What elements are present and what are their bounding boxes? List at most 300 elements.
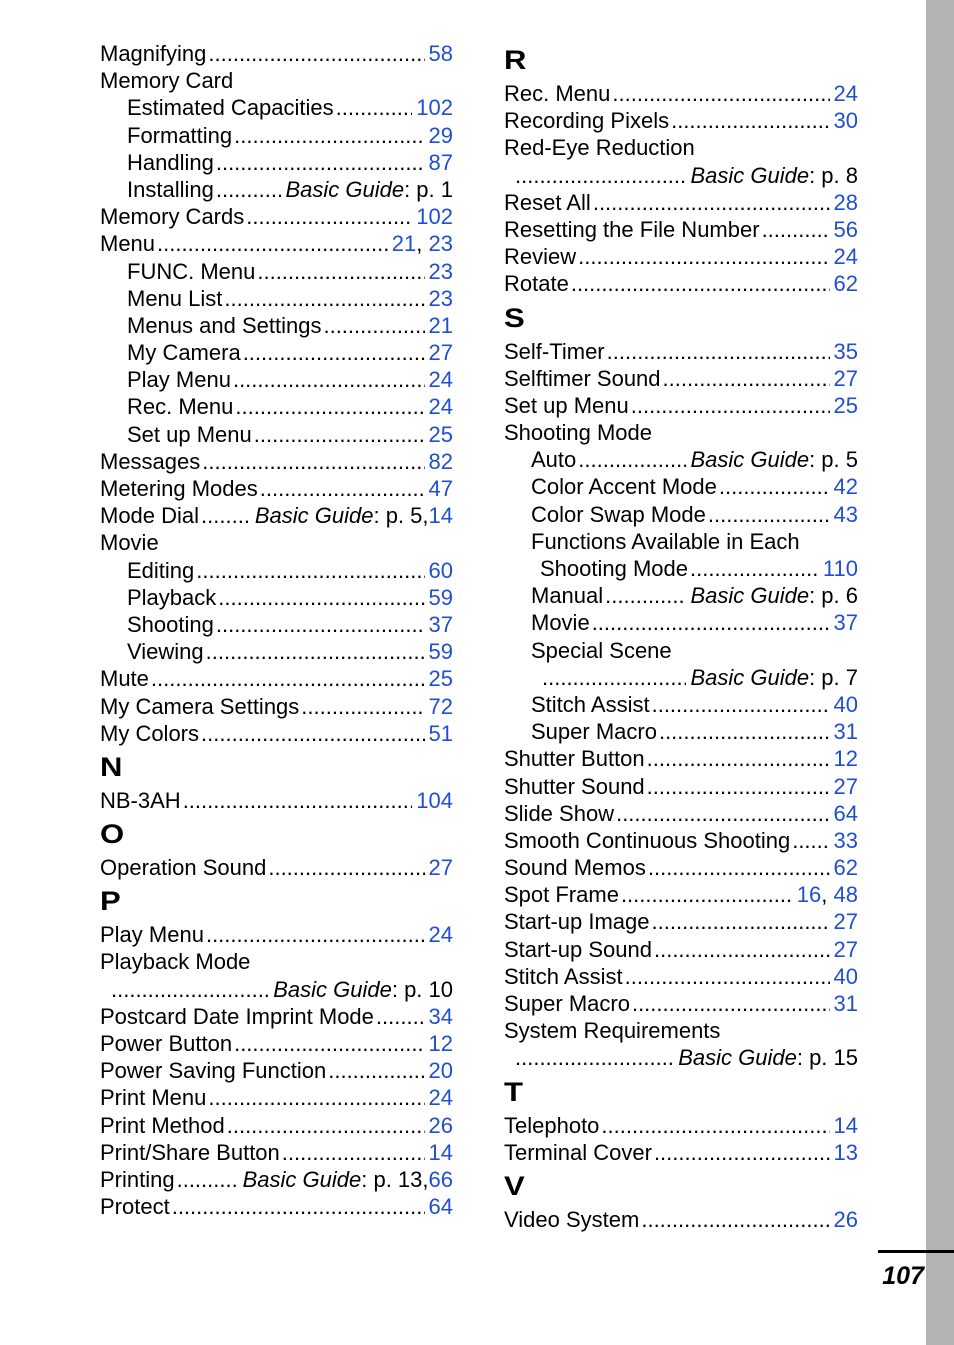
index-entry — [504, 392, 858, 419]
index-entry — [100, 94, 453, 121]
page-refs — [429, 1003, 453, 1030]
index-entry — [504, 773, 858, 800]
page-refs — [392, 230, 453, 257]
leader-dots — [792, 827, 829, 854]
page-link[interactable]: 12 — [428, 1031, 453, 1056]
section-letter — [504, 298, 858, 338]
leader-dots — [201, 502, 251, 529]
section-letter — [504, 1166, 858, 1206]
page-refs — [834, 1139, 858, 1166]
guide-reference: Basic Guide — [690, 447, 810, 473]
page-refs — [429, 448, 453, 475]
entry-term: Stitch Assist — [531, 691, 650, 717]
leader-dots — [196, 557, 424, 584]
index-entry — [100, 1166, 453, 1193]
page-link[interactable]: 60 — [428, 557, 453, 583]
page-link[interactable]: 13 — [833, 1139, 858, 1165]
leader-dots — [233, 366, 425, 393]
index-entry — [504, 134, 858, 161]
entry-term: Mode Dial — [100, 503, 200, 529]
index-entry — [504, 365, 858, 392]
entry-term: Color Accent Mode — [531, 474, 717, 500]
leader-dots — [336, 94, 413, 121]
index-entry — [100, 948, 453, 975]
index-entry — [100, 176, 453, 203]
entry-term: Playback — [127, 584, 217, 610]
page-link[interactable]: 62 — [833, 855, 858, 881]
index-entry — [504, 800, 858, 827]
index-entry — [504, 881, 858, 908]
index-entry — [100, 1139, 453, 1166]
guide-page: : p. 5, — [373, 503, 429, 529]
page-refs — [429, 611, 453, 638]
leader-dots — [111, 976, 269, 1003]
leader-dots — [641, 1206, 829, 1233]
index-column-right — [504, 40, 858, 1233]
page-refs — [834, 501, 858, 528]
page-refs — [834, 338, 858, 365]
index-entry — [504, 963, 858, 990]
index-entry — [100, 557, 453, 584]
entry-term: Color Swap Mode — [531, 501, 706, 527]
entry-term: Terminal Cover — [504, 1139, 652, 1165]
leader-dots — [719, 473, 830, 500]
page-refs — [429, 366, 453, 393]
entry-term: My Camera Settings — [100, 693, 300, 719]
leader-dots — [216, 176, 282, 203]
page-link[interactable]: 64 — [428, 1194, 453, 1220]
page-link[interactable]: 59 — [428, 584, 453, 610]
section-letter-text: T — [504, 1076, 523, 1107]
leader-dots — [625, 963, 830, 990]
index-entry — [100, 638, 453, 665]
index-entry — [504, 270, 858, 297]
leader-dots — [515, 1044, 674, 1071]
entry-term: Viewing — [127, 639, 204, 665]
leader-dots — [234, 122, 424, 149]
leader-dots — [260, 475, 425, 502]
entry-term: Metering Modes — [100, 476, 258, 501]
page-link[interactable]: 110 — [822, 556, 858, 581]
page-number-rule — [878, 1250, 954, 1253]
leader-dots — [208, 40, 424, 67]
leader-dots — [216, 611, 425, 638]
page-link[interactable]: 56 — [833, 216, 858, 242]
entry-term: NB-3AH — [100, 787, 181, 813]
page-refs — [429, 921, 453, 948]
page-refs — [834, 243, 858, 270]
section-letter-text: O — [100, 819, 125, 850]
entry-term: Formatting — [127, 122, 233, 148]
index-entry — [100, 312, 453, 339]
page-link[interactable]: 59 — [428, 639, 453, 665]
index-entry — [100, 230, 453, 257]
entry-term: Menu — [100, 231, 156, 257]
leader-dots — [659, 718, 830, 745]
entry-term: Playback Mode — [100, 949, 251, 975]
entry-term: Estimated Capacities — [127, 95, 334, 121]
page-refs — [834, 827, 858, 854]
index-entry — [100, 1193, 453, 1220]
index-entry — [100, 1030, 453, 1057]
page-link[interactable]: 43 — [833, 501, 858, 527]
entry-term: Recording Pixels — [504, 108, 670, 134]
entry-term: Smooth Continuous Shooting — [504, 827, 791, 853]
index-entry — [100, 854, 453, 881]
page-link[interactable]: 33 — [833, 827, 858, 853]
page-link[interactable]: 23 — [428, 231, 453, 257]
page-link[interactable]: 31 — [833, 719, 858, 745]
entry-term: Protect — [100, 1194, 170, 1220]
page-link[interactable]: 14 — [428, 503, 453, 529]
index-entry — [100, 393, 453, 420]
entry-term: Rec. Menu — [504, 81, 611, 106]
index-entry — [504, 609, 858, 636]
entry-term: Telephoto — [504, 1112, 600, 1138]
page-link[interactable]: 66 — [428, 1166, 453, 1192]
entry-term: Movie — [100, 530, 159, 556]
page-link[interactable]: 27 — [833, 909, 858, 935]
index-entry — [100, 1003, 453, 1030]
index-entry — [100, 258, 453, 285]
index-entry — [504, 908, 858, 935]
page-refs — [834, 718, 858, 745]
entry-term: Memory Card — [100, 68, 234, 94]
page-refs — [429, 1112, 453, 1139]
entry-term: Postcard Date Imprint Mode — [100, 1003, 374, 1029]
entry-term: Shutter Button — [504, 746, 645, 772]
index-entry — [100, 584, 453, 611]
page-link[interactable]: 87 — [428, 149, 453, 175]
page-refs — [834, 80, 858, 107]
page-link[interactable]: 23 — [428, 258, 453, 284]
page-link[interactable]: 51 — [428, 720, 453, 746]
leader-dots — [601, 1112, 829, 1139]
index-entry — [504, 1112, 858, 1139]
page-refs — [834, 936, 858, 963]
page-link[interactable]: 104 — [416, 787, 453, 813]
leader-dots — [376, 1003, 425, 1030]
index-entry — [100, 976, 453, 1003]
page-link[interactable]: 27 — [428, 855, 453, 881]
index-entry — [100, 40, 453, 67]
entry-term: Shooting Mode — [540, 556, 688, 581]
index-entry — [100, 1112, 453, 1139]
page-link[interactable]: 26 — [428, 1112, 453, 1138]
page-refs — [834, 270, 858, 297]
leader-dots — [652, 908, 830, 935]
page-refs — [834, 609, 858, 636]
page-link[interactable]: 25 — [428, 666, 453, 692]
leader-dots — [542, 664, 686, 691]
index-entry — [504, 1139, 858, 1166]
entry-term: Resetting the File Number — [504, 216, 760, 242]
entry-term: Play Menu — [100, 922, 204, 948]
guide-page: : p. 8 — [809, 162, 858, 188]
entry-term: Menus and Settings — [127, 312, 322, 338]
index-entry — [100, 448, 453, 475]
entry-term: Selftimer Sound — [504, 365, 661, 391]
leader-dots — [172, 1193, 425, 1220]
page-link[interactable]: 40 — [833, 691, 858, 717]
page-link[interactable]: 16 — [796, 882, 822, 908]
section-letter-text: V — [504, 1170, 525, 1201]
entry-term: Print Method — [100, 1112, 225, 1138]
page-link[interactable]: 35 — [833, 338, 858, 364]
index-entry — [100, 1084, 453, 1111]
page-link[interactable]: 24 — [428, 922, 453, 948]
page-link[interactable]: 26 — [833, 1206, 858, 1232]
entry-term: Installing — [127, 176, 214, 202]
leader-dots — [243, 339, 425, 366]
page-link[interactable]: 58 — [428, 41, 453, 66]
guide-reference: Basic Guide — [254, 503, 374, 529]
entry-term: Magnifying — [100, 41, 207, 66]
index-entry — [100, 122, 453, 149]
leader-dots — [616, 800, 829, 827]
entry-term: Super Macro — [504, 991, 630, 1016]
entry-term: Start-up Sound — [504, 936, 652, 962]
guide-page: : p. 1 — [404, 176, 453, 202]
leader-dots — [607, 338, 830, 365]
index-entry — [504, 473, 858, 500]
leader-dots — [647, 773, 830, 800]
index-entry — [504, 990, 858, 1017]
page-link[interactable]: 42 — [833, 474, 858, 500]
page-link[interactable]: 82 — [428, 448, 453, 474]
index-entry — [504, 107, 858, 134]
page-refs — [429, 502, 453, 529]
guide-page: : p. 5 — [809, 447, 858, 473]
index-entry — [100, 67, 453, 94]
page-refs — [429, 1057, 453, 1084]
page-link[interactable]: 23 — [428, 285, 453, 311]
index-entry — [100, 529, 453, 556]
page-link[interactable]: 24 — [833, 81, 858, 106]
entry-term: Shooting — [127, 611, 214, 637]
page-refs — [834, 473, 858, 500]
leader-dots — [224, 285, 424, 312]
page-refs — [834, 773, 858, 800]
page-link[interactable]: 28 — [833, 189, 858, 215]
leader-dots — [268, 854, 424, 881]
page-refs — [797, 881, 858, 908]
entry-term: Operation Sound — [100, 855, 267, 881]
leader-dots — [690, 555, 819, 582]
entry-term: Shooting Mode — [504, 420, 652, 446]
index-entry — [504, 189, 858, 216]
page-link[interactable]: 72 — [428, 693, 453, 719]
index-entry — [504, 80, 858, 107]
page-refs — [429, 149, 453, 176]
page-link[interactable]: 24 — [428, 1085, 453, 1111]
page-refs — [429, 665, 453, 692]
leader-dots — [612, 80, 829, 107]
leader-dots — [708, 501, 830, 528]
page-refs — [429, 421, 453, 448]
page-refs — [834, 854, 858, 881]
page-refs — [429, 584, 453, 611]
page-refs — [834, 800, 858, 827]
page-link[interactable]: 37 — [833, 610, 858, 636]
index-entry — [504, 691, 858, 718]
section-letter — [504, 1072, 858, 1112]
page-link[interactable]: 102 — [416, 95, 453, 121]
entry-term: Print/Share Button — [100, 1139, 280, 1165]
page-link[interactable]: 24 — [428, 394, 453, 420]
index-entry — [100, 720, 453, 747]
guide-reference: Basic Guide — [690, 583, 810, 609]
leader-dots — [592, 609, 830, 636]
page-refs — [429, 285, 453, 312]
entry-term: Manual — [531, 583, 604, 609]
guide-reference: Basic Guide — [690, 162, 810, 188]
index-entry — [100, 475, 453, 502]
leader-dots — [206, 638, 425, 665]
page-link[interactable]: 14 — [428, 1139, 453, 1165]
entry-term: Red-Eye Reduction — [504, 135, 695, 161]
entry-term: Set up Menu — [504, 392, 629, 418]
page-refs — [429, 1139, 453, 1166]
entry-term: Slide Show — [504, 800, 615, 826]
leader-dots — [246, 203, 412, 230]
leader-dots — [605, 582, 686, 609]
entry-term: Start-up Image — [504, 909, 650, 935]
page-link[interactable]: 25 — [833, 392, 858, 418]
entry-term: Review — [504, 244, 577, 270]
page-link[interactable]: 27 — [428, 340, 453, 366]
guide-page: : p. 6 — [809, 583, 858, 609]
page-link[interactable]: 40 — [833, 963, 858, 989]
leader-dots — [671, 107, 829, 134]
page-link[interactable]: 27 — [833, 365, 858, 391]
entry-term: Auto — [531, 447, 577, 473]
page-link[interactable]: 12 — [833, 746, 858, 772]
entry-term: My Colors — [100, 720, 200, 746]
entry-term: Shutter Sound — [504, 773, 645, 799]
page-refs — [429, 720, 453, 747]
page-refs — [834, 1206, 858, 1233]
page-link[interactable]: 30 — [833, 108, 858, 134]
section-letter-text: S — [504, 302, 525, 333]
index-entry — [504, 446, 858, 473]
leader-dots — [177, 1166, 239, 1193]
index-entry — [504, 501, 858, 528]
index-entry — [100, 149, 453, 176]
page-refs — [834, 691, 858, 718]
entry-term: Handling — [127, 149, 214, 175]
entry-term: FUNC. Menu — [127, 258, 256, 284]
page-link[interactable]: 31 — [833, 991, 858, 1016]
page-refs — [834, 216, 858, 243]
page-link[interactable]: 29 — [428, 122, 453, 148]
page-link[interactable]: 21 — [391, 231, 417, 257]
leader-dots — [301, 693, 424, 720]
page-link[interactable]: 24 — [428, 367, 453, 393]
index-entry — [504, 854, 858, 881]
page-refs — [429, 854, 453, 881]
page-refs — [429, 1193, 453, 1220]
index-entry — [504, 528, 858, 555]
page-link[interactable]: 14 — [833, 1112, 858, 1138]
page-refs — [429, 258, 453, 285]
page-refs — [834, 392, 858, 419]
entry-term: Printing — [100, 1166, 175, 1192]
page-link[interactable]: 20 — [428, 1058, 453, 1084]
index-entry — [504, 745, 858, 772]
index-entry — [100, 502, 453, 529]
page-link[interactable]: 48 — [833, 882, 858, 908]
index-entry — [100, 1057, 453, 1084]
page-link[interactable]: 27 — [833, 773, 858, 799]
page-refs — [416, 203, 453, 230]
page-link[interactable]: 25 — [428, 421, 453, 447]
leader-dots — [578, 446, 686, 473]
leader-dots — [183, 787, 413, 814]
page-link[interactable]: 62 — [833, 271, 858, 297]
guide-page: : p. 10 — [391, 976, 453, 1002]
page-refs — [429, 475, 453, 502]
page-link[interactable]: 37 — [428, 611, 453, 637]
page-link[interactable]: 102 — [416, 204, 453, 230]
entry-term: Messages — [100, 448, 201, 474]
leader-dots — [208, 1084, 424, 1111]
index-entry — [504, 1044, 858, 1071]
page-refs — [429, 1084, 453, 1111]
page-link[interactable]: 47 — [428, 476, 453, 501]
index-entry — [100, 693, 453, 720]
page-refs — [429, 638, 453, 665]
section-letter — [100, 747, 453, 787]
page-refs — [416, 94, 453, 121]
index-entry — [100, 787, 453, 814]
index-entry — [504, 936, 858, 963]
entry-term: Self-Timer — [504, 338, 605, 364]
index-column-left — [100, 40, 453, 1220]
index-entry — [504, 1017, 858, 1044]
index-entry — [504, 216, 858, 243]
leader-dots — [257, 258, 424, 285]
guide-page: : p. 13, — [361, 1166, 429, 1192]
page-link[interactable]: 24 — [833, 244, 858, 270]
page-link[interactable]: 34 — [428, 1003, 453, 1029]
entry-term: Spot Frame — [504, 882, 619, 908]
index-entry — [504, 419, 858, 446]
guide-page: : p. 7 — [809, 664, 858, 690]
leader-dots — [218, 584, 424, 611]
page-link[interactable]: 27 — [833, 936, 858, 962]
leader-dots — [235, 393, 424, 420]
page-link[interactable]: 64 — [833, 800, 858, 826]
leader-dots — [282, 1139, 425, 1166]
side-thumb-bar — [926, 0, 954, 1345]
page-refs — [429, 339, 453, 366]
leader-dots — [762, 216, 830, 243]
page-refs — [834, 990, 858, 1017]
leader-dots — [663, 365, 830, 392]
entry-term: Special Scene — [531, 637, 672, 663]
page-refs — [834, 107, 858, 134]
page-refs — [834, 189, 858, 216]
entry-term: Print Menu — [100, 1085, 207, 1111]
index-entry — [100, 203, 453, 230]
page-refs — [429, 1030, 453, 1057]
entry-term: Mute — [100, 666, 149, 692]
page-separator: , — [821, 882, 834, 908]
page-refs — [429, 557, 453, 584]
section-letter-text: R — [504, 45, 527, 75]
page-link[interactable]: 21 — [428, 312, 453, 338]
